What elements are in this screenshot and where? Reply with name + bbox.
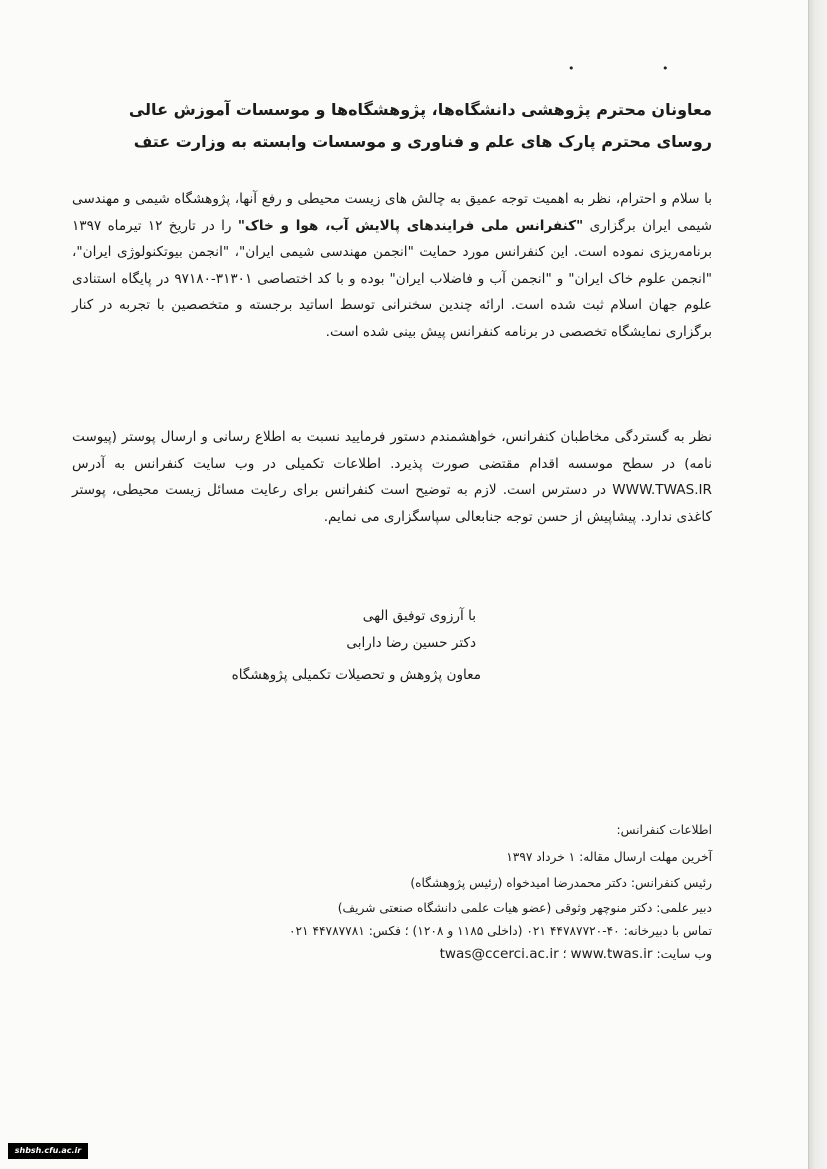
website-link[interactable]: www.twas.ir [570,946,653,962]
website-link-inline[interactable]: WWW.TWAS.IR [612,482,712,498]
p2-text-b: در دسترس است. لازم به توضیح است کنفرانس برای رعایت مسائل زیست محیطی، پوستر کاغذی ندارد. پیشاپیش از حسن توجه جنابعالی سپاسگزاری می نمایم. [72,482,712,525]
info-separator: ؛ [558,946,571,961]
p1-text-b: را در تاریخ ۱۲ تیرماه ۱۳۹۷ برنامه‌ریزی نموده است. این کنفرانس مورد حمایت "انجمن مهندسی شیمی ایران"، "انجمن بیوتکنولوژی ایران"، "انجمن علوم خاک ایران" و "انجمن آب و فاضلاب ایران" بوده و با کد اختصاصی ۳۱۳۰۱-۹۷۱۸۰ در پایگاه استنادی علوم جهان اسلام ثبت شده است. ارائه چندین سخنرانی توسط اساتید برجسته و متخصصین با تجربه در کنار برگزاری نمایشگاه تخصصی در برنامه کنفرانس پیش بینی شده است. [72,217,712,340]
info-secretary: دبیر علمی: دکتر منوچهر وثوقی (عضو هیات علمی دانشگاه صنعتی شریف) [337,901,712,915]
info-chair: رئیس کنفرانس: دکتر محمدرضا امیدخواه (رئیس پژوهشگاه) [410,876,712,890]
body-paragraph-1 [72,186,712,345]
email-link[interactable]: twas@ccerci.ac.ir [439,946,559,962]
body-paragraph-2 [72,424,712,530]
info-deadline: آخرین مهلت ارسال مقاله: ۱ خرداد ۱۳۹۷ [506,850,712,864]
info-website-row [152,945,712,963]
recipient-line-2: روسای محترم پارک های علم و فناوری و موسسات وابسته به وزارت عتف [133,132,712,151]
p2-text-a: نظر به گستردگی مخاطبان کنفرانس، خواهشمندم دستور فرمایید نسبت به اطلاع رسانی و ارسال پوستر (پیوست نامه) در سطح موسسه اقدام مقتضی صورت پذیرد. اطلاعات تکمیلی در وب سایت کنفرانس به آدرس [72,429,712,472]
p1-text-a: با سلام و احترام، نظر به اهمیت توجه عمیق به چالش های زیست محیطی و رفع آنها، پژوهشگاه شیمی و مهندسی شیمی ایران برگزاری [72,191,712,234]
signer-name: دکتر حسین رضا دارابی [346,635,476,651]
source-badge: shbsh.cfu.ac.ir [8,1143,88,1159]
info-contact: تماس با دبیرخانه: ۴۰-۴۴۷۸۷۷۲۰ ۰۲۱ (داخلی ۱۱۸۵ و ۱۲۰۸) ؛ فکس: ۴۴۷۸۷۷۸۱ ۰۲۱ [288,924,712,938]
info-heading: اطلاعات کنفرانس: [616,823,712,837]
conference-name: "کنفرانس ملی فرایندهای پالایش آب، هوا و خاک" [237,217,584,234]
closing-wish: با آرزوی توفیق الهی [362,608,476,624]
signer-title: معاون پژوهش و تحصیلات تکمیلی پژوهشگاه [231,667,481,683]
recipient-line-1: معاونان محترم پژوهشی دانشگاه‌ها، پژوهشگاه‌ها و موسسات آموزش عالی [128,100,712,119]
header-marks: • • [568,62,711,75]
page-edge-shadow [808,0,827,1169]
website-label: وب سایت: [652,946,712,961]
